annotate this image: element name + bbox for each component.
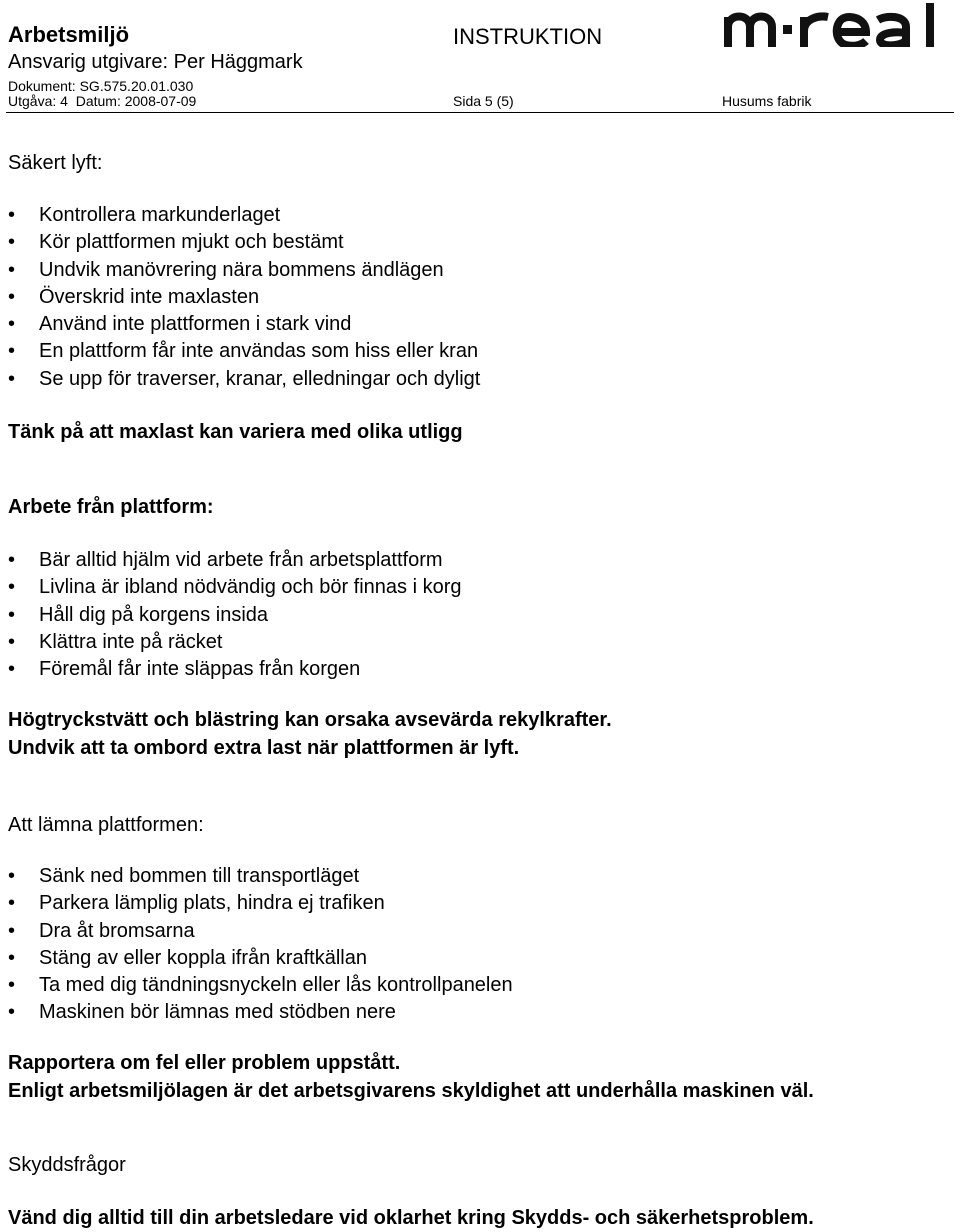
list-item: • Stäng av eller koppla ifrån kraftkällan xyxy=(8,945,513,972)
info-text: Rapportera om fel eller problem uppstått. xyxy=(8,1052,401,1074)
factory-name: Husums fabrik xyxy=(722,93,812,109)
list-item: • Föremål får inte släppas från korgen xyxy=(8,656,462,683)
page-number: Sida 5 (5) xyxy=(453,93,514,109)
list-item: • Bär alltid hjälm vid arbete från arbetsplattform xyxy=(8,547,462,574)
safety-questions-note: Vänd dig alltid till din arbetsledare vid oklarhet kring Skydds- och säkerhetsproblem. xyxy=(8,1207,814,1229)
edition-date: Utgåva: 4 Datum: 2008-07-09 xyxy=(8,93,197,109)
list-item: • Klättra inte på räcket xyxy=(8,629,462,656)
list-item: • Parkera lämplig plats, hindra ej trafiken xyxy=(8,890,513,917)
header-divider xyxy=(6,112,954,113)
document-number: Dokument: SG.575.20.01.030 xyxy=(8,78,194,94)
info-text: Enligt arbetsmiljölagen är det arbetsgivarens skyldighet att underhålla maskinen väl. xyxy=(8,1080,814,1102)
list-item: • Kör plattformen mjukt och bestämt xyxy=(8,229,480,256)
list-item: • Håll dig på korgens insida xyxy=(8,602,462,629)
list-item: • Sänk ned bommen till transportläget xyxy=(8,863,513,890)
list-item: • Överskrid inte maxlasten xyxy=(8,284,480,311)
document-type: INSTRUKTION xyxy=(453,24,603,49)
list-item: • Dra åt bromsarna xyxy=(8,918,513,945)
company-logo xyxy=(722,3,944,47)
list-item: • Använd inte plattformen i stark vind xyxy=(8,311,480,338)
list-item: • En plattform får inte användas som hiss eller kran xyxy=(8,338,480,365)
work-from-platform-notes xyxy=(8,706,612,762)
warning-text: Undvik att ta ombord extra last när plattformen är lyft. xyxy=(8,737,520,759)
leaving-platform-notes xyxy=(8,1049,814,1105)
leaving-platform-list xyxy=(8,863,513,1027)
list-item: • Kontrollera markunderlaget xyxy=(8,202,480,229)
section-heading-leaving-platform: Att lämna plattformen: xyxy=(8,814,204,836)
list-item: • Ta med dig tändningsnyckeln eller lås kontrollpanelen xyxy=(8,972,513,999)
list-item: • Se upp för traverser, kranar, elledningar och dyligt xyxy=(8,366,480,393)
warning-text: Högtryckstvätt och blästring kan orsaka avsevärda rekylkrafter. xyxy=(8,709,612,731)
section-heading-work-from-platform: Arbete från plattform: xyxy=(8,496,214,518)
responsible-publisher: Ansvarig utgivare: Per Häggmark xyxy=(8,51,303,73)
list-item: • Undvik manövrering nära bommens ändlägen xyxy=(8,257,480,284)
list-item: • Maskinen bör lämnas med stödben nere xyxy=(8,999,513,1026)
section-heading-safety-questions: Skyddsfrågor xyxy=(8,1154,126,1176)
list-item: • Livlina är ibland nödvändig och bör finnas i korg xyxy=(8,574,462,601)
document-category: Arbetsmiljö xyxy=(8,22,130,47)
section-heading-safe-lift: Säkert lyft: xyxy=(8,152,103,174)
safe-lift-note: Tänk på att maxlast kan variera med olika utligg xyxy=(8,421,463,443)
safe-lift-list xyxy=(8,202,480,393)
work-from-platform-list xyxy=(8,547,462,683)
